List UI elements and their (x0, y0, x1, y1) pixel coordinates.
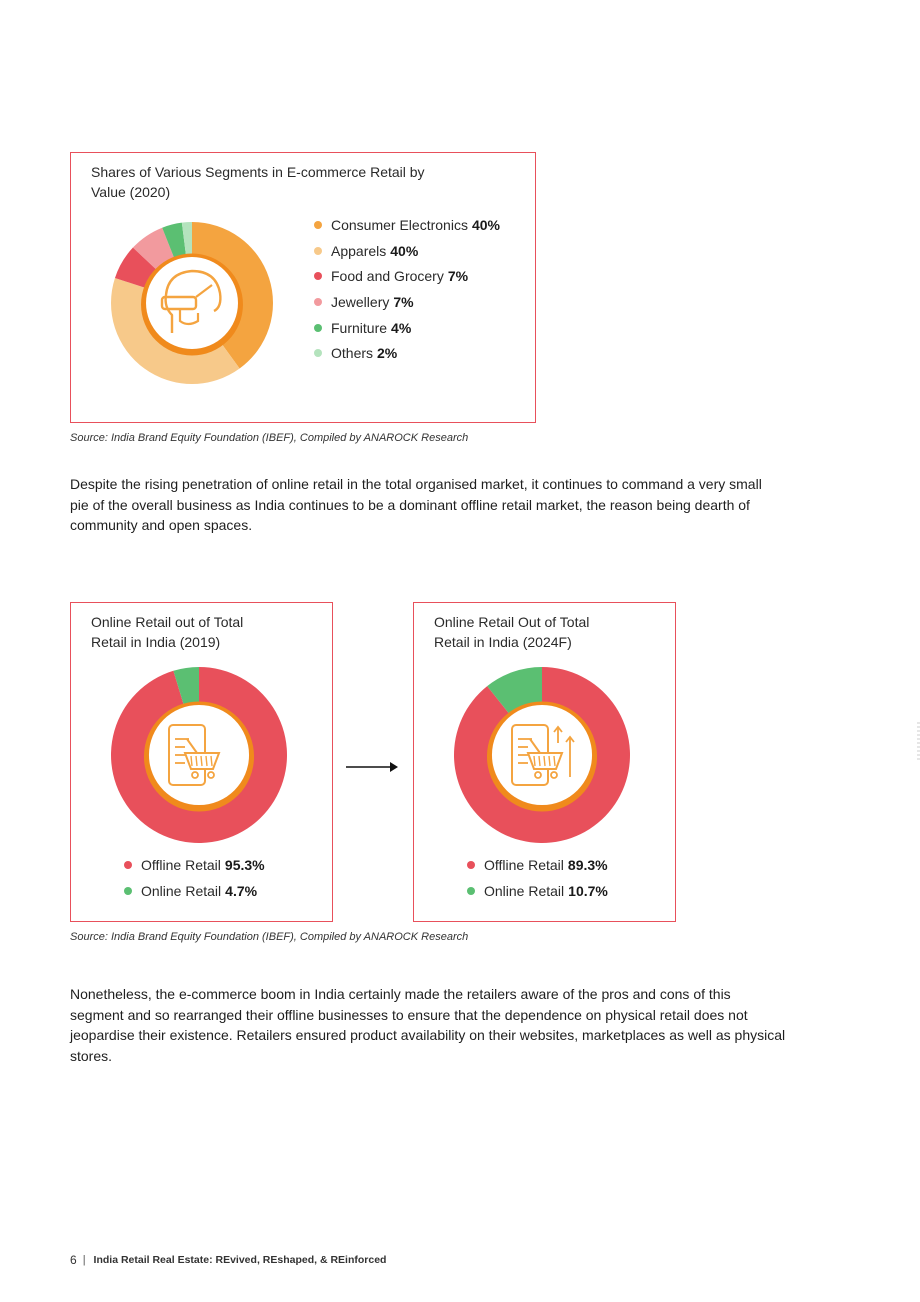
paragraph-line: Despite the rising penetration of online retail in the total organised market, it continues to command a very small (70, 476, 762, 492)
legend-value: 10.7% (568, 882, 608, 899)
legend-dot (314, 221, 322, 229)
arrow-right-icon (346, 760, 398, 774)
legend-value: 4% (391, 319, 412, 336)
chart-title-line-1: Shares of Various Segments in E-commerce Retail by (91, 164, 425, 180)
segment-shares-legend (314, 212, 500, 366)
footer-separator: | (82, 1254, 86, 1266)
segment-shares-donut (111, 215, 273, 391)
legend-value: 89.3% (567, 856, 608, 873)
chart-online-retail-2024f-box (413, 602, 676, 922)
online-retail-2019-legend (124, 852, 265, 903)
legend-item (467, 852, 608, 878)
legend-value: 2% (377, 345, 398, 362)
chart-title-line-2: Value (2020) (91, 184, 171, 200)
source-note: Source: India Brand Equity Foundation (IBEF), Compiled by ANAROCK Research (70, 432, 469, 444)
online-retail-2024f-donut (454, 667, 630, 843)
legend-value: 7% (447, 268, 469, 285)
legend-label: Online Retail (484, 882, 565, 899)
legend-label: Others (331, 345, 374, 362)
legend-item (124, 852, 265, 878)
legend-item (467, 878, 608, 904)
paragraph-line: jeopardise their existence. Retailers ensured product availability on their websites, marketplaces as well as physical (70, 1027, 786, 1043)
legend-dot (124, 887, 132, 895)
paragraph-line: stores. (70, 1047, 113, 1064)
report-title: India Retail Real Estate: REvived, REshaped, & REinforced (93, 1254, 387, 1266)
paragraph-1 (70, 474, 850, 536)
legend-label: Furniture (331, 319, 388, 336)
legend-dot (467, 887, 475, 895)
legend-value: 4.7% (225, 882, 258, 899)
legend-label: Consumer Electronics (331, 216, 468, 233)
source-note: Source: India Brand Equity Foundation (IBEF), Compiled by ANAROCK Research (70, 931, 469, 943)
legend-label: Offline Retail (484, 856, 564, 873)
legend-value: 40% (471, 216, 500, 233)
legend-item (314, 289, 500, 315)
legend-dot (314, 324, 322, 332)
paragraph-line: segment and so rearranged their offline businesses to ensure that the dependence on physical retail does not (70, 1006, 748, 1023)
legend-dot (314, 349, 322, 357)
legend-label: Apparels (331, 242, 387, 259)
legend-dot (314, 272, 322, 280)
chart-title (434, 612, 589, 652)
online-retail-2019-donut (111, 667, 287, 843)
legend-item (314, 238, 500, 264)
legend-dot (124, 861, 132, 869)
page-number: 6 (70, 1253, 77, 1267)
legend-item (314, 340, 500, 366)
paragraph-line: pie of the overall business as India continues to be a dominant offline retail market, the reason being dearth of (70, 496, 750, 513)
legend-label: Offline Retail (141, 856, 221, 873)
legend-item (314, 315, 500, 341)
legend-value: 40% (390, 242, 419, 259)
chart-segment-shares-box (70, 152, 536, 423)
legend-value: 7% (393, 293, 414, 310)
legend-value: 95.3% (224, 856, 265, 873)
legend-dot (467, 861, 475, 869)
chart-title (91, 612, 243, 652)
legend-item (314, 263, 500, 289)
legend-dot (314, 298, 322, 306)
legend-item (124, 878, 265, 904)
legend-dot (314, 247, 322, 255)
page-footer (70, 1253, 386, 1267)
chart-online-retail-2019-box (70, 602, 333, 922)
legend-label: Jewellery (331, 293, 390, 310)
legend-label: Online Retail (141, 882, 222, 899)
legend-label: Food and Grocery (331, 268, 444, 285)
online-retail-2024f-legend (467, 852, 608, 903)
legend-item (314, 212, 500, 238)
paragraph-line: Nonetheless, the e-commerce boom in India certainly made the retailers aware of the pros and cons of this (70, 986, 731, 1002)
chart-title-line-1: Online Retail Out of Total (434, 614, 590, 630)
paragraph-2 (70, 984, 850, 1066)
chart-title-line-2: Retail in India (2024F) (434, 634, 572, 650)
paragraph-line: community and open spaces. (70, 517, 253, 533)
chart-title-line-1: Online Retail out of Total (91, 614, 244, 630)
chart-title-line-2: Retail in India (2019) (91, 634, 221, 650)
chart-title (91, 162, 425, 202)
